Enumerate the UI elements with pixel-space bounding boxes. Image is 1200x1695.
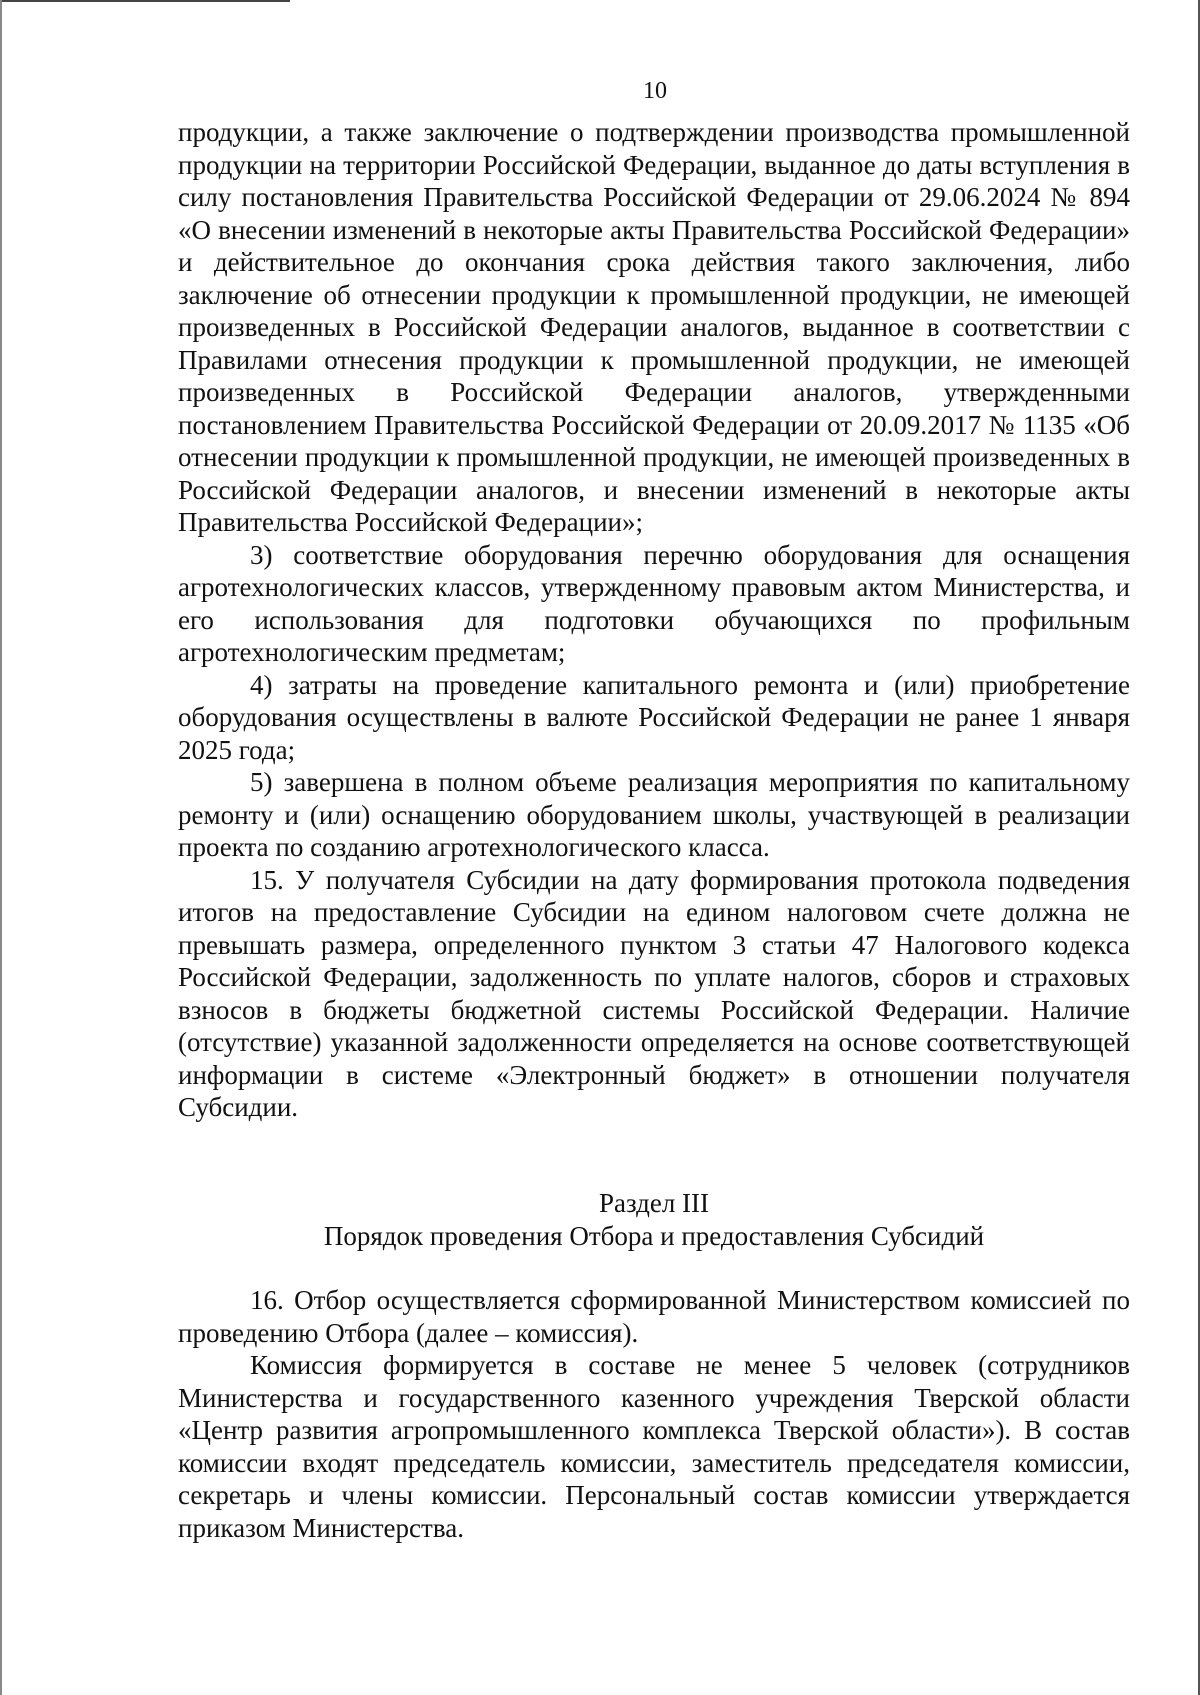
paragraph-item-3: 3) соответствие оборудования перечню оборудования для оснащения агротехнологических классов, утвержденному правовым актом Министерства, и его использования для подготовки обучающихся по профильным агротехнологическим предметам;: [178, 539, 1130, 667]
paragraph-item-4: 4) затраты на проведение капитального ремонта и (или) приобретение оборудования осуществлены в валюте Российской Федерации не ранее 1 января 2025 года;: [178, 669, 1130, 765]
paragraph-clause-15: 15. У получателя Субсидии на дату формирования протокола подведения итогов на предоставление Субсидии на едином налоговом счете должна не превышать размера, определенного пунктом 3 статьи 47 Налогового кодекса Российской Федерации, задолженность по уплате налогов, сборов и страховых взносов в бюджеты бюджетной системы Российской Федерации. Наличие (отсутствие) указанной задолженности определяется на основе соответствующей информации в системе «Электронный бюджет» в отношении получателя Субсидии.: [178, 864, 1130, 1122]
section-body: [178, 1284, 1130, 1544]
paragraph-clause-16: 16. Отбор осуществляется сформированной Министерством комиссией по проведению Отбора (далее – комиссия).: [178, 1285, 1130, 1348]
section-subtitle: Порядок проведения Отбора и предоставления Субсидий: [323, 1221, 985, 1251]
scan-edge-left: [0, 0, 2, 1695]
paragraph-commission: Комиссия формируется в составе не менее 5 человек (сотрудников Министерства и государственного казенного учреждения Тверской области «Центр развития агропромышленного комплекса Тверской области»). В состав комиссии входят председатель комиссии, заместитель председателя комиссии, секретарь и члены комиссии. Персональный состав комиссии утверждается приказом Министерства.: [178, 1350, 1130, 1543]
scan-edge-top: [0, 0, 290, 2]
paragraph-item-5: 5) завершена в полном объеме реализация мероприятия по капитальному ремонту и (или) оснащению оборудованием школы, участвующей в реализации проекта по созданию агротехнологического класса.: [178, 767, 1130, 862]
section-title: Раздел III: [598, 1188, 710, 1218]
paragraph-continuation: продукции, а также заключение о подтверждении производства промышленной продукции на территории Российской Федерации, выданное до даты вступления в силу постановления Правительства Российской Федерации от 29.06.2024 № 894 «О внесении изменений в некоторые акты Правительства Российской Федерации» и действительное до окончания срока действия такого заключения, либо заключение об отнесении продукции к промышленной продукции, не имеющей произведенных в Российской Федерации аналогов, выданное в соответствии с Правилами отнесения продукции к промышленной продукции, не имеющей произведенных в Российской Федерации аналогов, утвержденными постановлением Правительства Российской Федерации от 20.09.2017 № 1135 «Об отнесении продукции к промышленной продукции, не имеющей произведенных в Российской Федерации аналогов, и внесении изменений в некоторые акты Правительства Российской Федерации»;: [178, 117, 1130, 537]
page-number: 10: [643, 78, 667, 104]
document-body: [178, 116, 1130, 1124]
